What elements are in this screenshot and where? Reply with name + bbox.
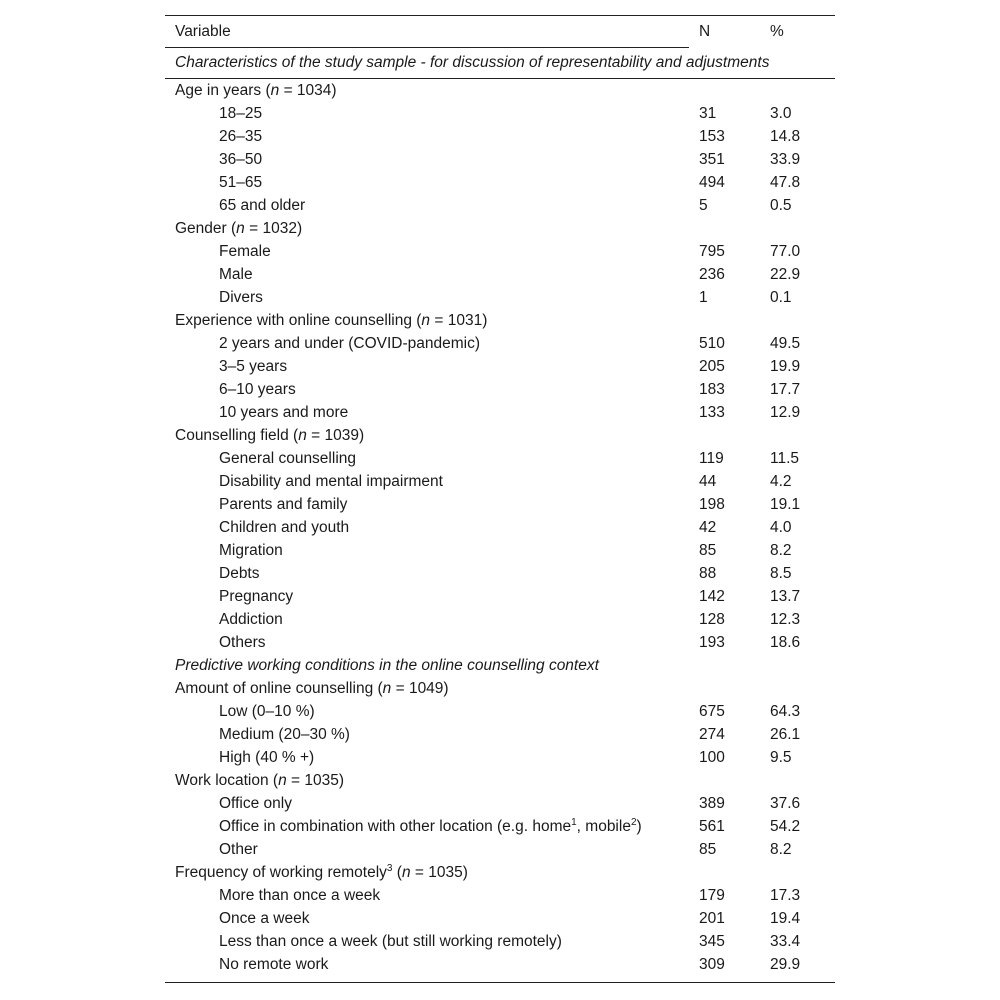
table-row: Female 795 77.0: [219, 243, 801, 260]
table-row: Medium (20–30 %) 274 26.1: [219, 726, 801, 743]
header-n: N: [699, 23, 711, 40]
table-row: 10 years and more 133 12.9: [219, 404, 801, 421]
table-row: Others 193 18.6: [219, 634, 801, 651]
table-row: 26–35 153 14.8: [219, 128, 801, 145]
table-row: No remote work 309 29.9: [219, 956, 801, 973]
table-row: Pregnancy 142 13.7: [219, 588, 801, 605]
table-row: Children and youth 42 4.0: [219, 519, 792, 536]
table-row: Other 85 8.2: [219, 841, 792, 858]
table-row: More than once a week 179 17.3: [219, 887, 801, 904]
group-row: Gender (n = 1032): [175, 220, 303, 237]
section-title-working-conditions: Predictive working conditions in the online counselling context: [175, 657, 599, 674]
table-row: 36–50 351 33.9: [219, 151, 801, 168]
table-row: Debts 88 8.5: [219, 565, 792, 582]
table-row: General counselling 119 11.5: [219, 450, 800, 467]
group-row: Amount of online counselling (n = 1049): [175, 680, 449, 697]
table-header: [165, 16, 835, 47]
table-row: Migration 85 8.2: [219, 542, 792, 559]
table-row: 6–10 years 183 17.7: [219, 381, 801, 398]
table-row: 51–65 494 47.8: [219, 174, 801, 191]
table-row: Disability and mental impairment 44 4.2: [219, 473, 792, 490]
table-row: Addiction 128 12.3: [219, 611, 801, 628]
group-row: Work location (n = 1035): [175, 772, 345, 789]
bottom-rule: [165, 982, 835, 983]
table-row: Less than once a week (but still working remotely) 345 33.4: [219, 933, 801, 950]
group-row: Counselling field (n = 1039): [175, 427, 365, 444]
header-pct: %: [770, 23, 784, 40]
table-row: Office in combination with other location (e.g. home$^1$, mobile$^2$) 561 54.2: [219, 817, 801, 835]
table-row: Office only 389 37.6: [219, 795, 801, 812]
data-table: [165, 15, 835, 983]
table-row: 3–5 years 205 19.9: [219, 358, 801, 375]
table-row: Divers 1 0.1: [219, 289, 792, 306]
group-row: Age in years (n = 1034): [175, 82, 337, 99]
section-title-characteristics: Characteristics of the study sample - for discussion of representability and adjustments: [175, 54, 770, 71]
table-row: Low (0–10 %) 675 64.3: [219, 703, 801, 720]
table-row: 65 and older 5 0.5: [219, 197, 792, 214]
group-row: Frequency of working remotely$^3$ (n = 1035): [175, 863, 468, 881]
table-row: 18–25 31 3.0: [219, 105, 792, 122]
table-row: High (40 % +) 100 9.5: [219, 749, 792, 766]
table-row: Male 236 22.9: [219, 266, 801, 283]
table-row: Parents and family 198 19.1: [219, 496, 801, 513]
group-row: Experience with online counselling (n = 1031): [175, 312, 488, 329]
header-variable: Variable: [175, 23, 231, 40]
table-row: Once a week 201 19.4: [219, 910, 801, 927]
table-row: 2 years and under (COVID-pandemic) 510 49.5: [219, 335, 801, 352]
